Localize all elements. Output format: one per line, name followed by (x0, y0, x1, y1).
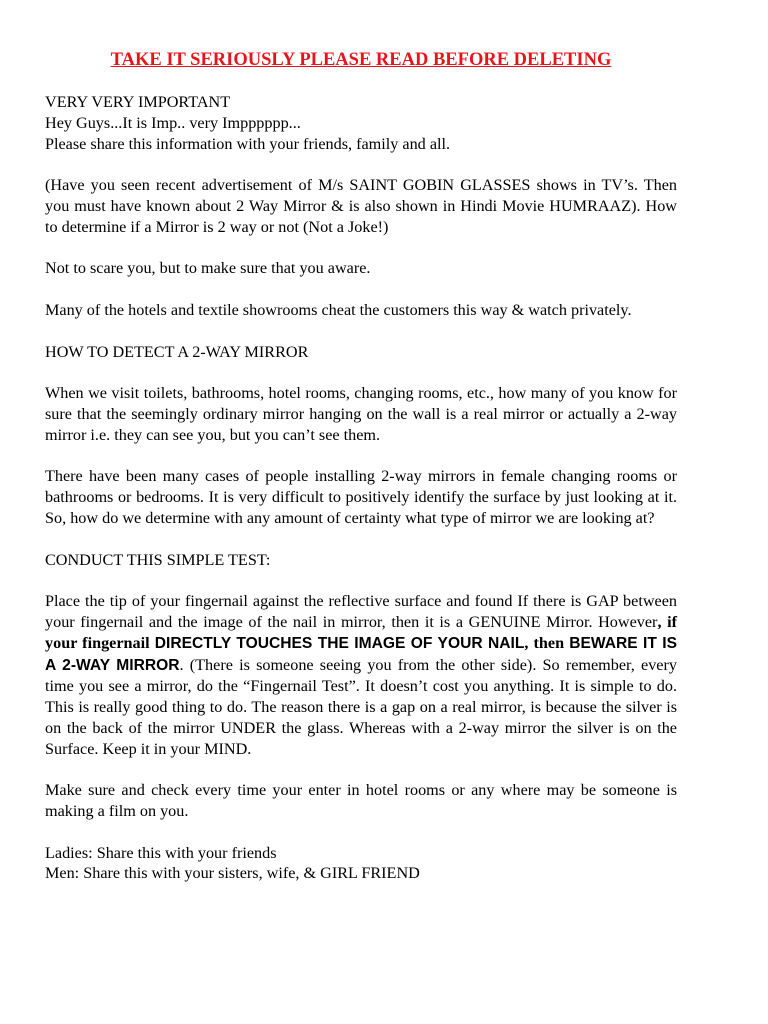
heading-simple-test: CONDUCT THIS SIMPLE TEST: (45, 550, 271, 569)
intro-line-important: VERY VERY IMPORTANT (45, 93, 231, 111)
closing-men: Men: Share this with your sisters, wife, & GIRL FRIEND (45, 864, 420, 883)
heading-how-to-detect: HOW TO DETECT A 2-WAY MIRROR (45, 342, 309, 361)
test-text-bold-if: , if your fingernail (45, 612, 677, 652)
closing-block (45, 843, 677, 885)
test-text-intro: Place the tip of your fingernail against the reflective surface and found If there is GAP between your fingernail and the image of the nail in mirror, then it is a GENUINE Mirror. However (45, 592, 677, 631)
document-page (45, 48, 677, 905)
paragraph-check-hotel-rooms: Make sure and check every time your enter in hotel rooms or any where may be someone is making a film on you. (45, 781, 677, 821)
test-text-bold-then: , then (524, 633, 570, 652)
paragraph-visit: When we visit toilets, bathrooms, hotel rooms, changing rooms, etc., how many of you know for sure that the seemingly ordinary mirror hanging on the wall is a real mirror or actually a 2-way mirror i.e. they can see you, but you can’t see them. (45, 384, 677, 444)
paragraph-cases: There have been many cases of people installing 2-way mirrors in female changing rooms or bathrooms or bedrooms. It is very difficult to positively identify the surface by just looking at it. So, how do we determine with any amount of certainty what type of mirror we are looking at? (45, 467, 677, 527)
paragraph-hotels: Many of the hotels and textile showrooms cheat the customers this way & watch privately. (45, 300, 632, 319)
closing-ladies: Ladies: Share this with your friends (45, 843, 277, 862)
paragraph-advertisement: (Have you seen recent advertisement of M/s SAINT GOBIN GLASSES shows in TV’s. Then you must have known about 2 Way Mirror & is also shown in Hindi Movie HUMRAAZ). How to determine if a Mirror is 2 way or not (Not a Joke!) (45, 176, 677, 236)
paragraph-fingernail-test (45, 591, 677, 759)
test-text-explanation: . (There is someone seeing you from the other side). So remember, every time you see a mirror, do the “Fingernail Test”. It doesn’t cost you anything. It is simple to do. This is really good thing to do. The reason there is a gap on a real mirror, is because the silver is on the back of the mirror UNDER the glass. Whereas with a 2-way mirror the silver is on the Surface. Keep it in your MIND. (45, 655, 677, 758)
intro-block (45, 92, 677, 154)
paragraph-not-to-scare: Not to scare you, but to make sure that you aware. (45, 259, 371, 278)
intro-line-share: Please share this information with your friends, family and all. (45, 134, 451, 153)
document-title: TAKE IT SERIOUSLY PLEASE READ BEFORE DELETING (110, 50, 612, 70)
intro-line-greeting: Hey Guys...It is Imp.. very Impppppp... (45, 113, 301, 132)
test-text-bold-touches: DIRECTLY TOUCHES THE IMAGE OF YOUR NAIL (154, 634, 525, 652)
test-text-bold-beware: BEWARE IT IS A 2-WAY MIRROR (45, 634, 677, 674)
